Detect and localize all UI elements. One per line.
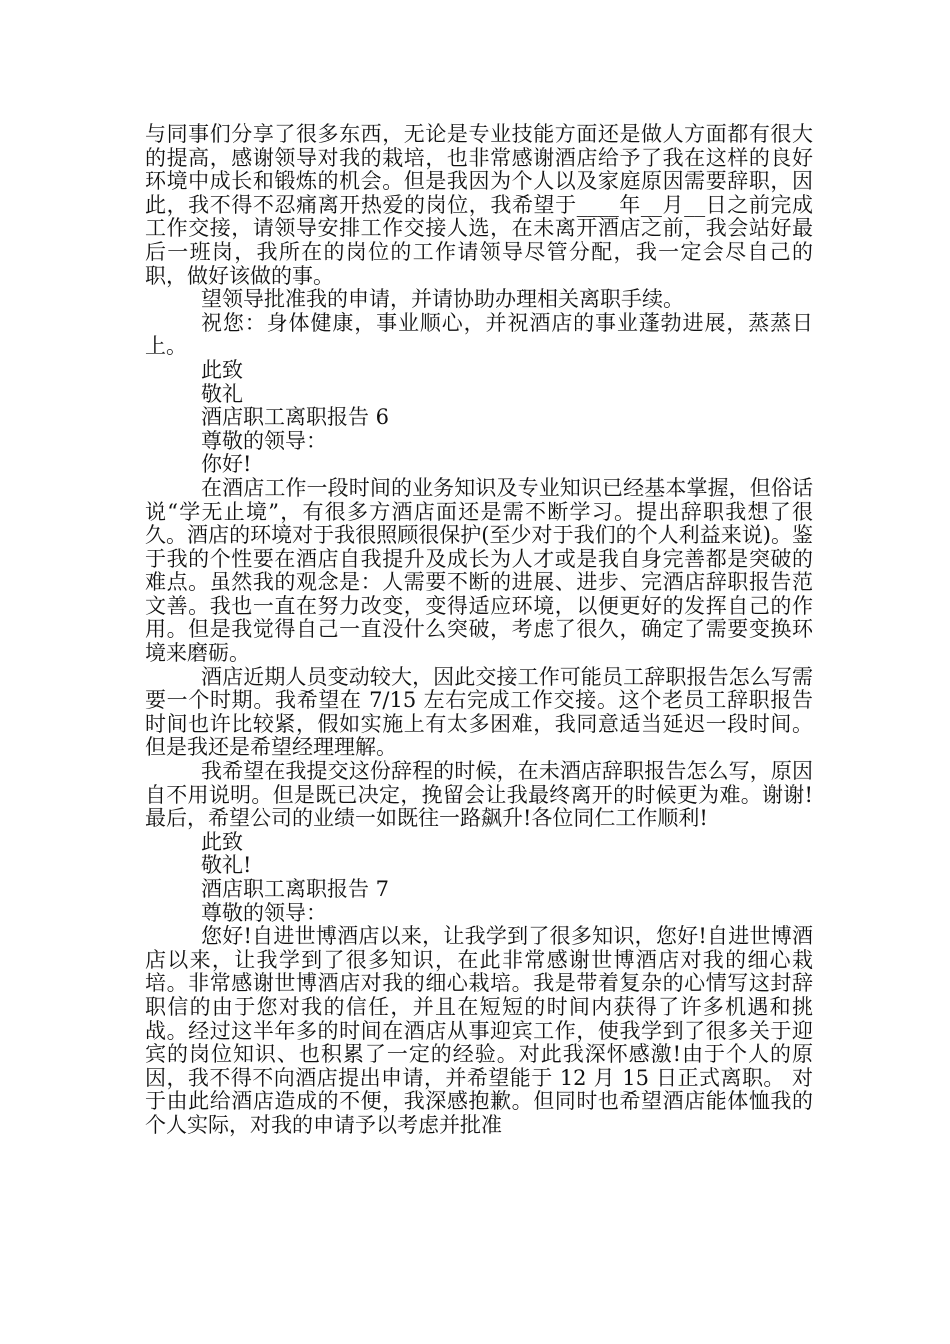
document-page [145,123,813,1138]
report-heading-7: 酒店职工离职报告 7 [201,877,390,901]
closing-salutation-2: 此致 [201,829,243,854]
closing-respect: 敬礼 [201,381,243,406]
closing-salutation: 此致 [201,357,243,382]
paragraph-reason: 在酒店工作一段时间的业务知识及专业知识已经基本掌握，但俗话说“学无止境”，有很多方酒店面还是需不断学习。提出辞职我想了很久。酒店的环境对于我很照顾很保护(至少对于我们的个人利益来说)。鉴于我的个性要在酒店自我提升及成长为人才或是我自身完善都是突破的难点。虽然我的观念是：人需要不断的进展、进步、完酒店辞职报告范文善。我也一直在努力改变，变得适应环境，以便更好的发挥自己的作用。但是我觉得自己一直没什么突破，考虑了很久，确定了需要变换环境来磨砺。 [145,475,813,666]
paragraph-handover: 酒店近期人员变动较大，因此交接工作可能员工辞职报告怎么写需要一个时期。我希望在 7/15 左右完成工作交接。这个老员工辞职报告时间也许比较紧，假如实施上有太多困难，我同意适当延迟一段时间。但是我还是希望经理理解。 [145,664,813,760]
paragraph-wishes: 祝您：身体健康，事业顺心，并祝酒店的事业蓬勃进展，蒸蒸日上。 [145,310,813,359]
closing-respect-2: 敬礼! [201,853,252,878]
greeting-hello: 你好! [201,452,252,477]
paragraph-welcome-hotel: 您好!自进世博酒店以来，让我学到了很多知识，您好!自进世博酒店以来，让我学到了很多知识，在此非常感谢世博酒店对我的细心栽培。非常感谢世博酒店对我的细心栽培。我是带着复杂的心情写这封辞职信的由于您对我的信任，并且在短短的时间内获得了许多机遇和挑战。经过这半年多的时间在酒店从事迎宾工作，使我学到了很多关于迎宾的岗位知识、也积累了一定的经验。对此我深怀感激!由于个人的原因，我不得不向酒店提出申请，并希望能于 12 月 15 日正式离职。 对于由此给酒店造成的不便，我深感抱歉。但同时也希望酒店能体恤我的个人实际，对我的申请予以考虑并批准 [145,924,813,1137]
paragraph-request-approval: 望领导批准我的申请，并请协助办理相关离职手续。 [201,287,684,312]
greeting-leader-2: 尊敬的领导： [201,900,327,925]
greeting-leader: 尊敬的领导： [201,428,327,453]
paragraph-resignation-body: 与同事们分享了很多东西，无论是专业技能方面还是做人方面都有很大的提高，感谢领导对我的栽培，也非常感谢酒店给予了我在这样的良好环境中成长和锻炼的机会。但是我因为个人以及家庭原因需要辞职，因此，我不得不忍痛离开热爱的岗位，我希望于____年__月__日之前完成工作交接，请领导安排工作交接人选，在未离开酒店之前，我会站好最后一班岗，我所在的岗位的工作请领导尽管分配，我一定会尽自己的职，做好该做的事。 [145,122,813,288]
report-heading-6: 酒店职工离职报告 6 [201,405,390,430]
paragraph-thanks: 我希望在我提交这份辞程的时候，在未酒店辞职报告怎么写，原因自不用说明。但是既已决定，挽留会让我最终离开的时候更为难。谢谢!最后，希望公司的业绩一如既往一路飙升!各位同仁工作顺利! [145,759,813,831]
